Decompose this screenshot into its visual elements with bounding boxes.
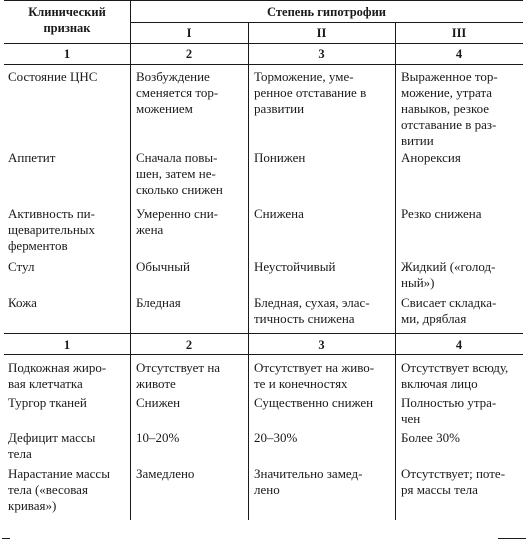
cell-line: Неустойчивый [254, 259, 336, 274]
cell-line: Торможение, уме- [254, 69, 354, 84]
cell-line: сколько снижен [136, 182, 223, 197]
cell-line: 20–30% [254, 430, 298, 445]
degree-1-cell [136, 206, 218, 238]
cell-line: ферментов [8, 238, 68, 253]
degree-3-cell [401, 430, 460, 446]
number-cell: 1 [63, 47, 71, 61]
degree-1-cell [136, 259, 190, 275]
degree-1-cell [136, 150, 223, 198]
page-tick-left [2, 538, 10, 539]
degree-1-cell [136, 466, 194, 482]
header-group-title: Степень гипотрофии [267, 5, 386, 19]
cell-line: ный») [401, 275, 435, 290]
sign-cell [8, 430, 95, 462]
cell-line: кривая») [8, 498, 57, 513]
cell-line: Обычный [136, 259, 190, 274]
cell-line: Стул [8, 259, 35, 274]
cell-line: Понижен [254, 150, 306, 165]
degree-2-cell [254, 150, 305, 166]
cell-line: Бледная [136, 295, 181, 310]
rule-section-break [4, 333, 523, 334]
number-cell: 3 [318, 338, 325, 352]
divider-col2 [248, 22, 249, 520]
cell-line: развитии [254, 101, 305, 116]
cell-line: Активность пи- [8, 206, 95, 221]
cell-line: Выраженное тор- [401, 69, 498, 84]
cell-line: те и конечностях [254, 376, 348, 391]
cell-line: тела [8, 446, 32, 461]
cell-line: Отсутствует; поте- [401, 466, 506, 481]
header-sign-line-1: Клинический [28, 5, 106, 19]
cell-line: можением [136, 101, 193, 116]
cell-line: шен, затем не- [136, 166, 216, 181]
cell-line: Существенно снижен [254, 395, 374, 410]
rule-top [4, 0, 523, 1]
cell-line: Жидкий («голод- [401, 259, 496, 274]
cell-line: Состояние ЦНС [8, 69, 98, 84]
degree-2-cell [254, 206, 304, 222]
number-cell: 2 [185, 47, 193, 61]
cell-line: Умеренно сни- [136, 206, 219, 221]
cell-line: витии [401, 133, 434, 148]
rule-numbers-bottom [4, 354, 523, 355]
divider-col3 [395, 22, 396, 520]
degree-2-cell [254, 259, 335, 275]
cell-line: Кожа [8, 295, 37, 310]
cell-line: Возбуждение [136, 69, 210, 84]
cell-line: Замедлено [136, 466, 195, 481]
cell-line: тичность снижена [254, 311, 355, 326]
cell-line: Отсутствует на живо- [254, 360, 375, 375]
cell-line: Бледная, сухая, элас- [254, 295, 370, 310]
cell-line: ми, дряблая [401, 311, 467, 326]
degree-3-cell [401, 69, 498, 149]
cell-line: ренное отставание в [254, 85, 367, 100]
number-cell: 3 [318, 47, 325, 61]
degree-3-cell [401, 360, 508, 392]
cell-line: Отсутствует на [136, 360, 221, 375]
cell-line: Подкожная жиро- [8, 360, 107, 375]
cell-line: щеварительных [8, 222, 96, 237]
header-sign-line-2: признак [43, 21, 91, 35]
sign-cell [8, 150, 55, 166]
cell-line: Более 30% [401, 430, 460, 445]
degree-2-cell [254, 360, 374, 392]
cell-line: Значительно замед- [254, 466, 363, 481]
cell-line: Аппетит [8, 150, 56, 165]
cell-line: навыков, резкое [401, 101, 490, 116]
cell-line: 10–20% [136, 430, 180, 445]
sign-cell [8, 69, 97, 85]
header-degree-3: III [451, 26, 467, 40]
cell-line: чен [401, 411, 421, 426]
cell-line: сменяется тор- [136, 85, 219, 100]
sign-cell [8, 259, 34, 275]
degree-3-cell [401, 150, 461, 166]
cell-line: отставание в раз- [401, 117, 497, 132]
number-cell: 4 [455, 338, 463, 352]
degree-1-cell [136, 69, 218, 117]
header-degree-1: I [186, 26, 192, 40]
cell-line: Свисает складка- [401, 295, 497, 310]
degree-1-cell [136, 395, 180, 411]
cell-line: Анорексия [401, 150, 461, 165]
divider-col1 [130, 0, 131, 520]
cell-line: Резко снижена [401, 206, 482, 221]
cell-line: Тургор тканей [8, 395, 87, 410]
cell-line: Снижен [136, 395, 181, 410]
sign-cell [8, 466, 110, 514]
degree-1-cell [136, 295, 181, 311]
degree-1-cell [136, 430, 179, 446]
sign-cell [8, 395, 87, 411]
number-cell: 2 [185, 338, 193, 352]
cell-line: вая клетчатка [8, 376, 83, 391]
sign-cell [8, 360, 106, 392]
cell-line: животе [136, 376, 176, 391]
cell-line: ря массы тела [401, 482, 478, 497]
number-cell: 4 [455, 47, 463, 61]
degree-3-cell [401, 395, 496, 427]
degree-3-cell [401, 259, 495, 291]
cell-line: Нарастание массы [8, 466, 110, 481]
cell-line: включая лицо [401, 376, 478, 391]
degree-3-cell [401, 466, 505, 498]
degree-2-cell [254, 69, 366, 117]
rule-numbers-top [4, 64, 523, 65]
header-degree-2: II [316, 26, 327, 40]
cell-line: лено [254, 482, 280, 497]
rule-header-bottom [4, 43, 523, 44]
sign-cell [8, 295, 37, 311]
cell-line: жена [136, 222, 164, 237]
cell-line: Снижена [254, 206, 304, 221]
cell-line: тела («весовая [8, 482, 88, 497]
rule-header-group [130, 22, 523, 23]
cell-line: Отсутствует всюду, [401, 360, 509, 375]
cell-line: Дефицит массы [8, 430, 96, 445]
cell-line: Сначала повы- [136, 150, 218, 165]
degree-2-cell [254, 466, 362, 498]
degree-3-cell [401, 206, 482, 222]
degree-1-cell [136, 360, 220, 392]
degree-2-cell [254, 430, 297, 446]
cell-line: Полностью утра- [401, 395, 497, 410]
degree-2-cell [254, 295, 370, 327]
cell-line: можение, утрата [401, 85, 493, 100]
degree-2-cell [254, 395, 373, 411]
degree-3-cell [401, 295, 496, 327]
sign-cell [8, 206, 95, 254]
page-tick-right [498, 538, 526, 539]
number-cell: 1 [63, 338, 71, 352]
